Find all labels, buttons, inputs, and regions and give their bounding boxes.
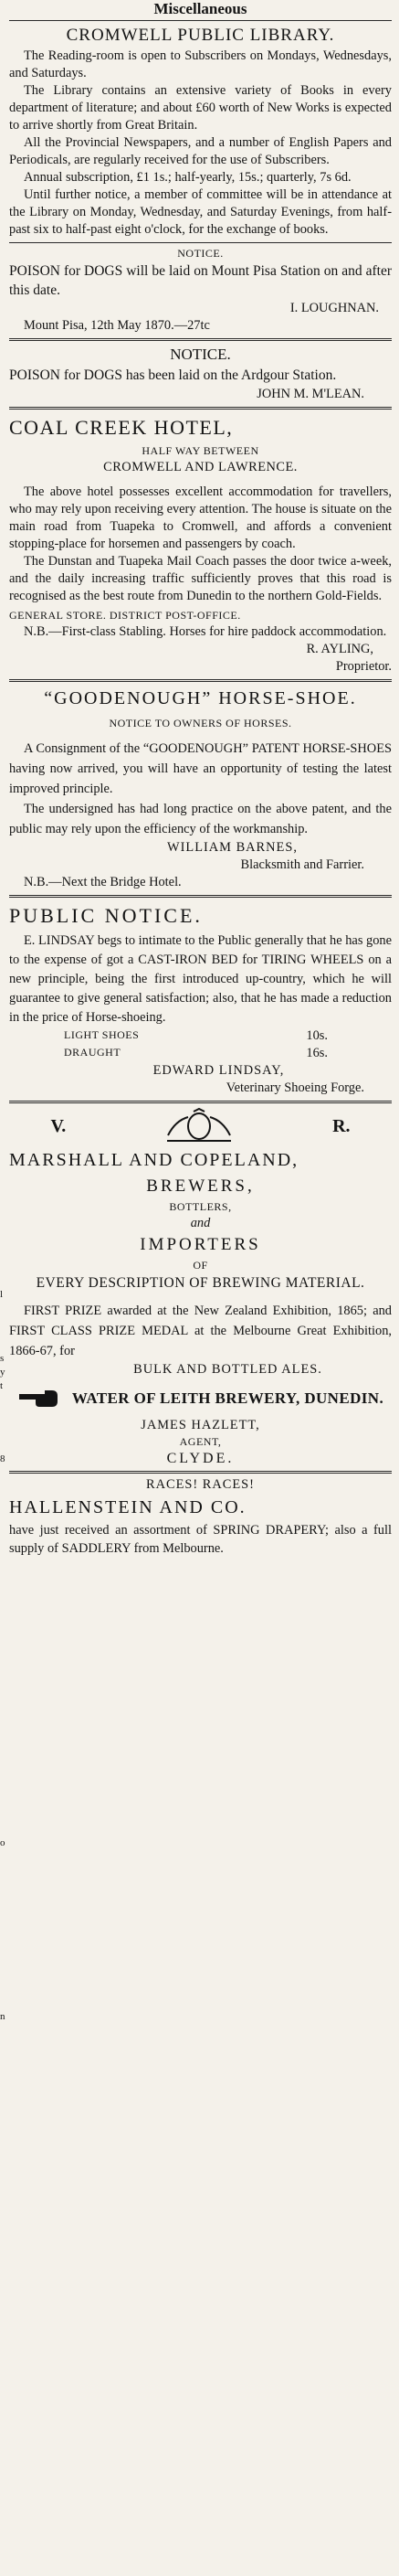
hotel-subtitle: HALF WAY BETWEEN	[142, 444, 259, 457]
notice-signer: I. LOUGHNAN.	[289, 301, 379, 315]
public-notice-signer-role: Veterinary Shoeing Forge.	[226, 1080, 364, 1095]
price-value: 10s.	[306, 1028, 328, 1043]
brewers-prizes: FIRST PRIZE awarded at the New Zealand Exhibition, 1865; and FIRST CLASS PRIZE MEDAL at the Melbourne Great Exhibition, 1866-67, for	[9, 1304, 392, 1358]
brewers-town: CLYDE.	[166, 1451, 235, 1466]
public-notice-title: PUBLIC NOTICE.	[9, 904, 203, 927]
horseshoe-signer-role: Blacksmith and Farrier.	[240, 857, 364, 872]
left-gutter-marks	[0, 0, 5, 2576]
price-label: DRAUGHT	[64, 1046, 121, 1059]
hotel-paragraph: The above hotel possesses excellent accommodation for travellers, who may rely upon receiving every attention. The house is situate on the main road from Tuapeka to Cromwell, and affords a convenient stopping-place for horsemen and passengers by coach.	[9, 484, 392, 551]
gutter-mark: y	[0, 1367, 5, 1378]
gutter-mark: 8	[0, 1453, 5, 1464]
races-text: have just received an assortment of SPRING DRAPERY; also a full supply of SADDLERY from Melbourne.	[9, 1523, 392, 1556]
brewers-brewers: BREWERS,	[146, 1176, 255, 1196]
crest-letter-left: V.	[50, 1115, 67, 1136]
crest-letter-right: R.	[332, 1115, 351, 1136]
notice-signer: JOHN M. M'LEAN.	[257, 387, 364, 401]
hotel-owner-role: Proprietor.	[335, 659, 392, 674]
brewery-name: WATER OF LEITH BREWERY, DUNEDIN.	[71, 1389, 384, 1407]
brewers-importers: IMPORTERS	[140, 1235, 261, 1254]
gutter-mark: n	[0, 2011, 5, 2022]
horseshoe-nb: N.B.—Next the Bridge Hotel.	[24, 875, 182, 889]
library-line: All the Provincial Newspapers, and a number of English Papers and Periodicals, are regularly received for the use of Subscribers.	[9, 135, 392, 167]
hotel-title: COAL CREEK HOTEL,	[9, 416, 234, 439]
section-title: Miscellaneous	[153, 0, 247, 17]
races-firm: HALLENSTEIN AND CO.	[9, 1497, 247, 1517]
notice-text: POISON for DOGS has been laid on the Ardgour Station.	[9, 367, 337, 383]
library-line: Until further notice, a member of committee will be in attendance at the Library on Monday, Wednesday, and Saturday Evenings, from half-past six to half-past eight o'clock, for the exchange of books.	[9, 187, 392, 237]
royal-crest	[9, 1106, 392, 1146]
hotel-ad	[9, 410, 392, 682]
horseshoe-subtitle: NOTICE TO OWNERS OF HORSES.	[109, 717, 292, 729]
public-notice-paragraph: E. LINDSAY begs to intimate to the Public generally that he has gone to the expense of got a CAST-IRON BED for TIRING WHEELS on a new principle, being the first introduced up-country, which he will guarantee to give general satisfaction; also, that he has made a reduction in the price of Horse-shoeing.	[9, 933, 392, 1025]
library-title: CROMWELL PUBLIC LIBRARY.	[66, 26, 335, 45]
horseshoe-title: “GOODENOUGH” HORSE-SHOE.	[44, 688, 357, 708]
royal-coat-of-arms-icon	[149, 1108, 249, 1144]
gutter-mark: t	[0, 1380, 4, 1391]
notice-heading: NOTICE.	[170, 346, 231, 363]
notice-text: POISON for DOGS will be laid on Mount Pisa Station on and after this date.	[9, 263, 392, 298]
brewery-line	[9, 1382, 392, 1413]
hotel-store: GENERAL STORE. DISTRICT POST-OFFICE.	[9, 609, 241, 622]
pointing-hand-icon	[17, 1387, 65, 1409]
price-row	[9, 1027, 392, 1045]
hotel-route: CROMWELL AND LAWRENCE.	[103, 460, 298, 474]
races-heading: RACES! RACES!	[146, 1477, 255, 1492]
horseshoe-paragraph: The undersigned has had long practice on the above patent, and the public may rely upon the efficiency of the workmanship.	[9, 802, 392, 836]
notice-mount-pisa	[9, 243, 392, 341]
library-line: The Library contains an extensive variety of Books in every department of literature; and about £60 worth of New Works is expected to arrive shortly from Great Britain.	[9, 83, 392, 133]
public-notice-signer: EDWARD LINDSAY,	[152, 1063, 285, 1078]
hotel-nb: N.B.—First-class Stabling. Horses for hire paddock accommodation.	[24, 624, 387, 639]
library-ad	[9, 20, 392, 243]
public-notice-ad	[9, 898, 392, 1103]
brewers-agent: JAMES HAZLETT,	[141, 1418, 260, 1432]
hotel-paragraph: The Dunstan and Tuapeka Mail Coach passes the door twice a-week, and the daily increasing traffic sufficiently proves that this road is recognised as the best route from Dunedin to the northern Gold-Fields.	[9, 554, 392, 603]
brewers-bottlers: BOTTLERS,	[169, 1200, 232, 1213]
gutter-mark: o	[0, 1837, 5, 1848]
library-line: Annual subscription, £1 1s.; half-yearly, 15s.; quarterly, 7s 6d.	[24, 170, 352, 185]
brewers-and: and	[190, 1216, 211, 1230]
horseshoe-paragraph: A Consignment of the “GOODENOUGH” PATENT HORSE-SHOES having now arrived, you will have an opportunity of testing the latest improved principle.	[9, 741, 392, 796]
brewers-agent-role: AGENT,	[179, 1435, 222, 1448]
price-row	[9, 1045, 392, 1062]
price-value: 16s.	[306, 1046, 328, 1060]
notice-dateline: Mount Pisa, 12th May 1870.—27tc	[24, 318, 210, 333]
brewers-firm: MARSHALL AND COPELAND,	[9, 1150, 299, 1170]
gutter-mark: l	[0, 1289, 4, 1300]
horseshoe-signer: WILLIAM BARNES,	[167, 840, 298, 855]
brewers-ad	[9, 1103, 392, 1474]
races-ad	[9, 1474, 392, 1561]
brewers-of: OF	[193, 1259, 208, 1272]
price-label: LIGHT SHOES	[64, 1028, 140, 1041]
notice-ardgour	[9, 341, 392, 410]
horseshoe-ad	[9, 682, 392, 898]
gutter-mark: s	[0, 1353, 5, 1364]
brewers-ales: BULK AND BOTTLED ALES.	[133, 1362, 322, 1377]
library-line: The Reading-room is open to Subscribers on Mondays, Wednesdays, and Saturdays.	[9, 48, 392, 80]
brewers-description: EVERY DESCRIPTION OF BREWING MATERIAL.	[36, 1275, 365, 1291]
hotel-owner: R. AYLING,	[306, 642, 373, 656]
notice-heading: NOTICE.	[177, 247, 224, 260]
